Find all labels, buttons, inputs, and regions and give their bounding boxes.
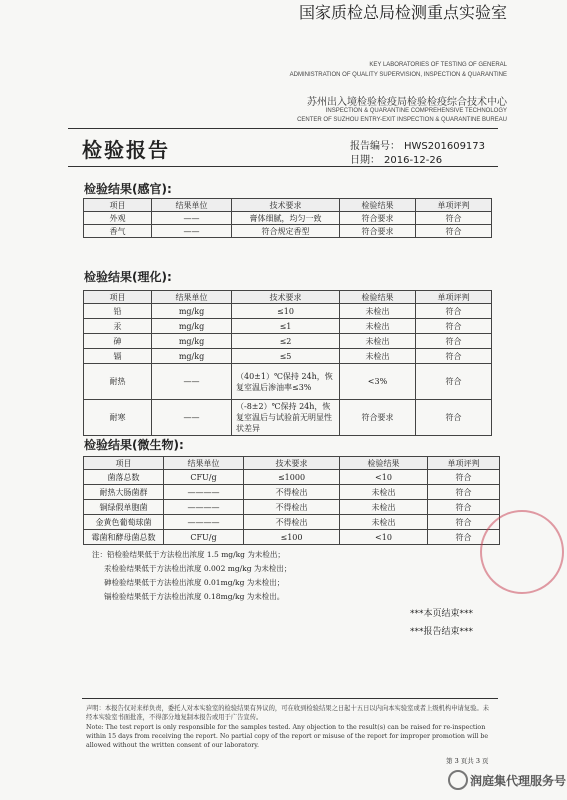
- lab-name-en-1: KEY LABORATORIES OF TESTING OF GENERAL: [369, 62, 507, 68]
- table-row: [84, 515, 500, 530]
- cell: 符合: [428, 470, 500, 485]
- cell: 耐寒: [84, 400, 152, 436]
- table-row: [84, 530, 500, 545]
- col-judgement: 单项评判: [416, 291, 492, 304]
- cell: ————: [164, 500, 244, 515]
- wechat-logo-icon: [448, 770, 468, 790]
- cell: 未检出: [340, 485, 428, 500]
- cell: mg/kg: [152, 334, 232, 349]
- cell: ≤5: [232, 349, 340, 364]
- col-item: 项目: [84, 457, 164, 470]
- cell: 汞: [84, 319, 152, 334]
- header-rule: [68, 128, 498, 129]
- cell: 符合: [416, 319, 492, 334]
- cell: 符合: [428, 500, 500, 515]
- cell: 铜绿假单胞菌: [84, 500, 164, 515]
- col-requirement: 技术要求: [232, 199, 340, 212]
- cell: 镉: [84, 349, 152, 364]
- cell: ——: [152, 225, 232, 238]
- footer-statement: [86, 704, 491, 750]
- cell: ——: [152, 364, 232, 400]
- cell: ≤100: [244, 530, 340, 545]
- cell: 香气: [84, 225, 152, 238]
- table-row: [84, 470, 500, 485]
- cell: 符合要求: [340, 225, 416, 238]
- detection-notes: [92, 548, 291, 604]
- cell: 未检出: [340, 349, 416, 364]
- footer-rule: [82, 698, 498, 699]
- table-row: [84, 212, 492, 225]
- note-line: 砷检验结果低于方法检出浓度 0.01mg/kg 为未检出；: [104, 578, 285, 587]
- col-requirement: 技术要求: [244, 457, 340, 470]
- table-header-row: [84, 291, 492, 304]
- cell: mg/kg: [152, 349, 232, 364]
- cell: 不得检出: [244, 500, 340, 515]
- report-number-label: 报告编号：: [350, 141, 400, 152]
- col-result: 检验结果: [340, 199, 416, 212]
- table-header-row: [84, 457, 500, 470]
- cell: 符合: [428, 515, 500, 530]
- col-result: 检验结果: [340, 291, 416, 304]
- cell: 未检出: [340, 334, 416, 349]
- cell: 符合: [416, 349, 492, 364]
- cell: 未检出: [340, 319, 416, 334]
- section-physchem: 检验结果(理化):: [84, 270, 172, 284]
- cell: 砷: [84, 334, 152, 349]
- cell: 符合: [428, 530, 500, 545]
- table-row: [84, 485, 500, 500]
- cell: 符合规定香型: [232, 225, 340, 238]
- cell: 不得检出: [244, 515, 340, 530]
- cell: 金黄色葡萄球菌: [84, 515, 164, 530]
- col-unit: 结果单位: [164, 457, 244, 470]
- cell: <3%: [340, 364, 416, 400]
- report-title: 检验报告: [82, 138, 170, 162]
- report-number: [350, 137, 485, 152]
- center-name-en-1: INSPECTION & QUARANTINE COMPREHENSIVE TECHNOLOGY: [325, 108, 507, 114]
- cell: （40±1）℃保持 24h，恢复室温后渗油率≤3%: [232, 364, 340, 400]
- note-line: 镉检验结果低于方法检出浓度 0.18mg/kg 为未检出。: [104, 592, 285, 601]
- center-name-cn: 苏州出入境检验检疫局检验检疫综合技术中心: [307, 97, 507, 108]
- physchem-table: [83, 290, 492, 436]
- lab-name-en-2: ADMINISTRATION OF QUALITY SUPERVISION, INSPECTION & QUARANTINE: [289, 72, 507, 78]
- cell: mg/kg: [152, 304, 232, 319]
- cell: 未检出: [340, 304, 416, 319]
- cell: （-8±2）℃保持 24h，恢复室温后与试验前无明显性状差异: [232, 400, 340, 436]
- cell: 外观: [84, 212, 152, 225]
- cell: ——: [152, 212, 232, 225]
- col-judgement: 单项评判: [416, 199, 492, 212]
- cell: <10: [340, 530, 428, 545]
- end-of-report: ***报告结束***: [410, 627, 474, 637]
- cell: ————: [164, 515, 244, 530]
- cell: ≤2: [232, 334, 340, 349]
- cell: 符合: [416, 400, 492, 436]
- report-date-label: 日期：: [350, 155, 380, 166]
- cell: 铅: [84, 304, 152, 319]
- cell: 符合要求: [340, 212, 416, 225]
- table-header-row: [84, 199, 492, 212]
- title-rule: [68, 166, 498, 167]
- cell: 耐热: [84, 364, 152, 400]
- table-row: [84, 349, 492, 364]
- report-date: [350, 151, 442, 166]
- cell: 未检出: [340, 500, 428, 515]
- cell: 符合: [416, 225, 492, 238]
- cell: <10: [340, 470, 428, 485]
- table-row: [84, 304, 492, 319]
- footer-statement-cn: 声明：本报告仅对来样负责，委托人对本实验室的检验结果有异议的，可在收到检验结果之日起十五日以内向本实验室或者上级机构申请复验。未经本实验室书面批准，不得部分地复制本报告或用于广告宣传。: [86, 705, 489, 721]
- sensory-table: [83, 198, 492, 238]
- center-name-en-2: CENTER OF SUZHOU ENTRY-EXIT INSPECTION & QUARANTINE BUREAU: [297, 117, 507, 123]
- table-row: [84, 400, 492, 436]
- end-of-page: ***本页结束***: [410, 609, 474, 619]
- cell: ≤1: [232, 319, 340, 334]
- cell: 符合要求: [340, 400, 416, 436]
- page-number: 第 3 页共 3 页: [446, 757, 489, 765]
- cell: 符合: [416, 334, 492, 349]
- cell: 符合: [416, 364, 492, 400]
- cell: 菌落总数: [84, 470, 164, 485]
- report-number-value: HWS201609173: [404, 141, 486, 152]
- col-requirement: 技术要求: [232, 291, 340, 304]
- cell: ——: [152, 400, 232, 436]
- col-judgement: 单项评判: [428, 457, 500, 470]
- col-result: 检验结果: [340, 457, 428, 470]
- cell: 符合: [416, 304, 492, 319]
- col-item: 项目: [84, 291, 152, 304]
- cell: mg/kg: [152, 319, 232, 334]
- col-item: 项目: [84, 199, 152, 212]
- note-line: 注：铅检验结果低于方法检出浓度 1.5 mg/kg 为未检出；: [92, 550, 285, 559]
- cell: 符合: [428, 485, 500, 500]
- section-sensory: 检验结果(感官):: [84, 182, 172, 196]
- cell: 霉菌和酵母菌总数: [84, 530, 164, 545]
- cell: 符合: [416, 212, 492, 225]
- cell: ≤1000: [244, 470, 340, 485]
- section-micro: 检验结果(微生物):: [84, 438, 184, 452]
- cell: 不得检出: [244, 485, 340, 500]
- micro-table: [83, 456, 500, 545]
- official-seal-stamp: [480, 510, 564, 594]
- report-date-value: 2016-12-26: [384, 155, 443, 166]
- table-row: [84, 364, 492, 400]
- note-line: 汞检验结果低于方法检出浓度 0.002 mg/kg 为未检出；: [104, 564, 292, 573]
- cell: ————: [164, 485, 244, 500]
- cell: 膏体细腻，均匀一致: [232, 212, 340, 225]
- table-row: [84, 500, 500, 515]
- cell: CFU/g: [164, 470, 244, 485]
- table-row: [84, 334, 492, 349]
- cell: CFU/g: [164, 530, 244, 545]
- lab-name-cn: 国家质检总局检测重点实验室: [298, 3, 507, 22]
- cell: 未检出: [340, 515, 428, 530]
- table-row: [84, 225, 492, 238]
- col-unit: 结果单位: [152, 291, 232, 304]
- footer-statement-en: Note: The test report is only responsible for the samples tested. Any objection to the result(s) can be raised for re-inspection within 15 days from receiving the report. No partial copy of the report or misuse of the report for improper promotion will be allowed without the written consent of our laboratory.: [86, 724, 489, 749]
- cell: 耐热大肠菌群: [84, 485, 164, 500]
- table-row: [84, 319, 492, 334]
- col-unit: 结果单位: [152, 199, 232, 212]
- watermark-text: 润庭集代理服务号: [470, 774, 567, 788]
- cell: ≤10: [232, 304, 340, 319]
